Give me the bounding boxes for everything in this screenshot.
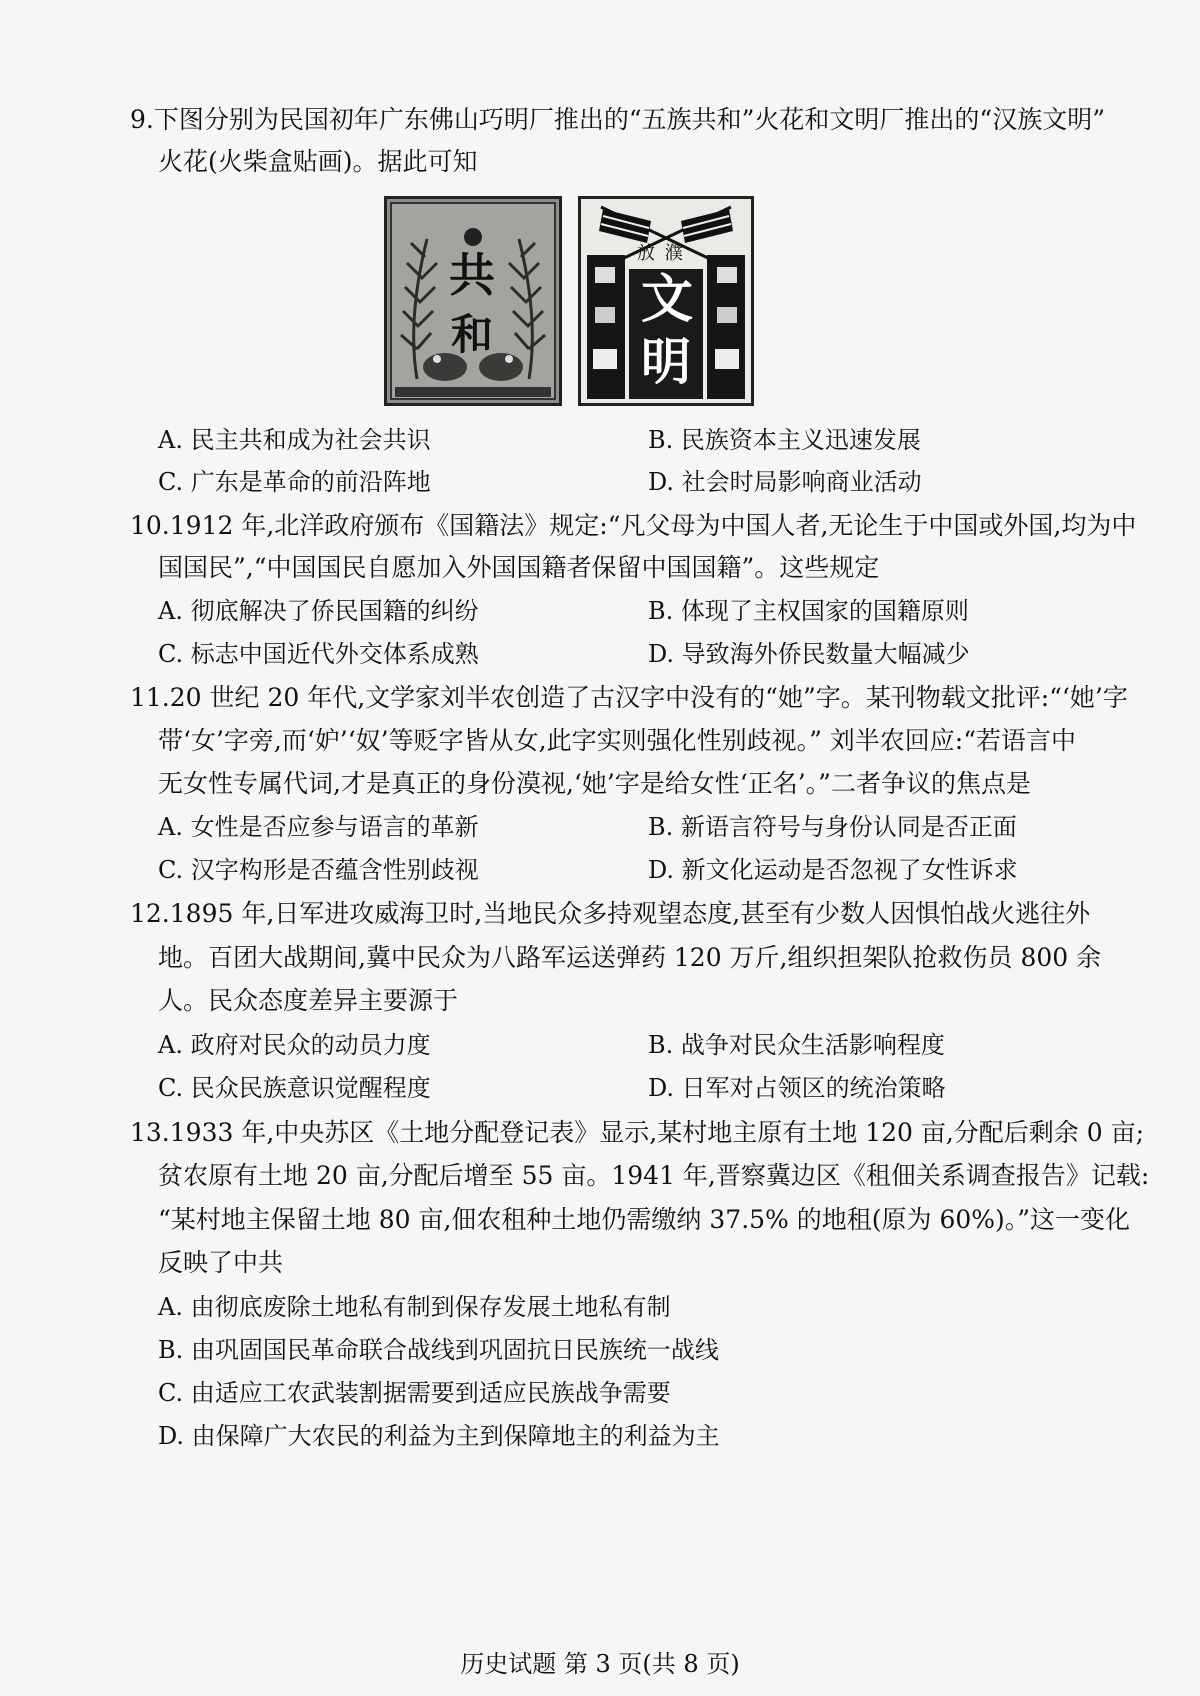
question-9-option-c: C. 广东是革命的前沿阵地 <box>158 468 431 496</box>
question-10-stem-line-2: 国国民”,“中国国民自愿加入外国国籍者保留中国国籍”。这些规定 <box>158 553 880 582</box>
question-13-stem-line-2: 贫农原有土地 20 亩,分配后增至 55 亩。1941 年,晋察冀边区《租佃关系调查报告》记载: <box>158 1161 1150 1190</box>
question-10-option-b: B. 体现了主权国家的国籍原则 <box>648 597 969 625</box>
question-13-option-d: D. 由保障广大农民的利益为主到保障地主的利益为主 <box>158 1422 720 1450</box>
question-13-stem-line-3: “某村地主保留土地 80 亩,佃农租种土地仍需缴纳 37.5% 的地租(原为 60%)。”这一变化 <box>158 1205 1131 1234</box>
question-12-stem-line-3: 人。民众态度差异主要源于 <box>158 986 459 1015</box>
question-12-option-d: D. 日军对占领区的统治策略 <box>648 1074 946 1102</box>
wenming-char-ming: 明 <box>641 332 691 391</box>
question-9-option-d: D. 社会时局影响商业活动 <box>648 468 922 496</box>
question-11-option-c: C. 汉字构形是否蕴含性别歧视 <box>158 856 479 884</box>
wenming-char-wen: 文 <box>641 269 694 330</box>
question-10-option-a: A. 彻底解决了侨民国籍的纠纷 <box>158 597 479 625</box>
question-10-option-c: C. 标志中国近代外交体系成熟 <box>158 640 479 668</box>
question-10-stem-line-1: 10.1912 年,北洋政府颁布《国籍法》规定:“凡父母为中国人者,无论生于中国或外国,均为中 <box>130 511 1137 540</box>
matchbox-label-hanzu-wenming <box>578 196 754 406</box>
question-9-stem-line-2: 火花(火柴盒贴画)。据此可知 <box>158 147 478 176</box>
question-11-option-b: B. 新语言符号与身份认同是否正面 <box>648 813 1017 841</box>
question-9-stem-line-1: 9.下图分别为民国初年广东佛山巧明厂推出的“五族共和”火花和文明厂推出的“汉族文明” <box>130 105 1105 134</box>
question-11-stem-line-2: 带‘女’字旁,而‘妒’‘奴’等贬字皆从女,此字实则强化性别歧视。” 刘半农回应:“若语言中 <box>158 726 1077 755</box>
question-9-option-b: B. 民族资本主义迅速发展 <box>648 426 921 454</box>
question-13-option-b: B. 由巩固国民革命联合战线到巩固抗日民族统一战线 <box>158 1336 719 1364</box>
question-13-stem-line-1: 13.1933 年,中央苏区《土地分配登记表》显示,某村地主原有土地 120 亩,分配后剩余 0 亩; <box>130 1118 1145 1147</box>
question-13-option-c: C. 由适应工农武装割据需要到适应民族战争需要 <box>158 1379 671 1407</box>
question-12-option-b: B. 战争对民众生活影响程度 <box>648 1031 945 1059</box>
question-10-option-d: D. 导致海外侨民数量大幅减少 <box>648 640 970 668</box>
question-12-stem-line-1: 12.1895 年,日军进攻威海卫时,当地民众多持观望态度,甚至有少数人因惧怕战火逃往外 <box>130 899 1091 928</box>
page-footer: 历史试题 第 3 页(共 8 页) <box>460 1650 740 1678</box>
question-13-option-a: A. 由彻底废除土地私有制到保存发展土地私有制 <box>158 1293 671 1321</box>
question-12-stem-line-2: 地。百团大战期间,冀中民众为八路军运送弹药 120 万斤,组织担架队抢救伤员 800 余 <box>158 943 1102 972</box>
wuzu-char-he: 和 <box>451 310 494 359</box>
question-12-option-c: C. 民众民族意识觉醒程度 <box>158 1074 431 1102</box>
question-11-option-a: A. 女性是否应参与语言的革新 <box>158 813 479 841</box>
question-12-option-a: A. 政府对民众的动员力度 <box>158 1031 431 1059</box>
question-11-stem-line-1: 11.20 世纪 20 年代,文学家刘半农创造了古汉字中没有的“她”字。某刊物载文批评:“‘她’字 <box>130 683 1128 712</box>
wenming-top-text: 放 濮 <box>637 243 685 264</box>
matchbox-label-wuzu-gonghe <box>384 196 562 406</box>
question-11-option-d: D. 新文化运动是否忽视了女性诉求 <box>648 856 1018 884</box>
question-9-option-a: A. 民主共和成为社会共识 <box>158 426 431 454</box>
question-13-stem-line-4: 反映了中共 <box>158 1248 284 1277</box>
wuzu-char-gong: 共 <box>449 248 495 302</box>
question-11-stem-line-3: 无女性专属代词,才是真正的身份漠视,‘她’字是给女性‘正名’。”二者争议的焦点是 <box>158 769 1031 798</box>
